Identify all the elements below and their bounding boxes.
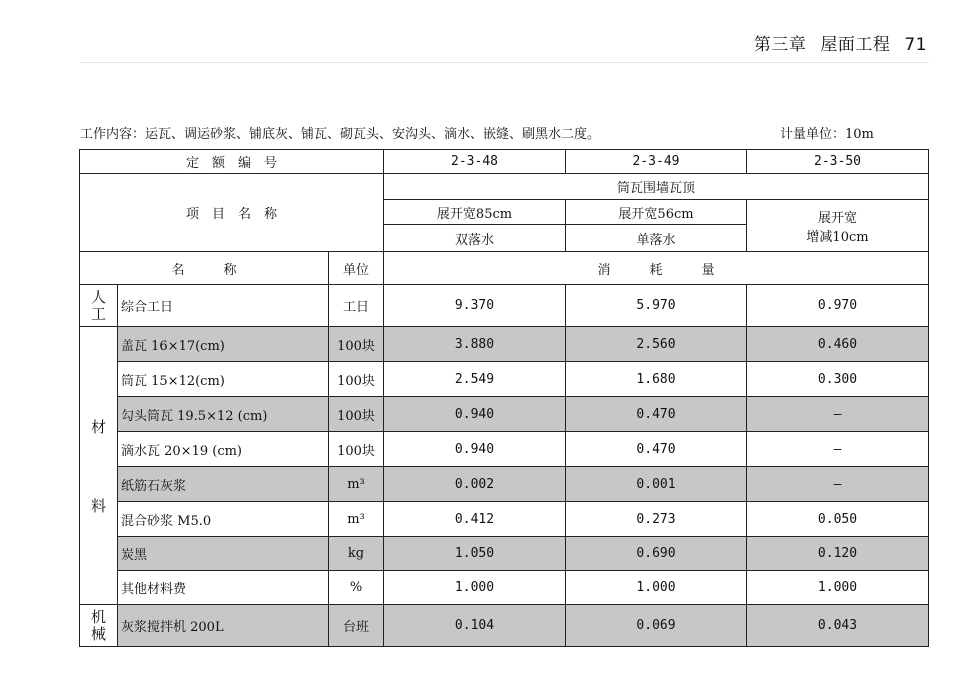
consumption-header: 消 耗 量 [384,252,929,285]
value-cell: 0.001 [566,467,747,502]
item-unit: m³ [329,502,384,537]
value-cell: 1.000 [747,571,929,605]
labor-row [80,285,929,327]
item-name: 筒瓦 15×12(cm) [118,362,329,397]
code-cell: 2-3-48 [384,150,566,174]
sub-drain-cell: 单落水 [566,225,747,252]
item-unit: 台班 [329,605,384,647]
material-row [80,432,929,467]
code-cell: 2-3-49 [566,150,747,174]
name-header: 名 称 [80,252,329,285]
item-name: 综合工日 [118,285,329,327]
value-cell: 0.120 [747,537,929,571]
sub-adjust-line1: 展开宽 [817,210,857,226]
quota-label: 定 额 编 号 [80,150,384,174]
item-name: 纸筋石灰浆 [118,467,329,502]
item-name: 勾头筒瓦 19.5×12 (cm) [118,397,329,432]
item-unit: m³ [329,467,384,502]
page-number: 71 [904,35,927,55]
value-cell: 0.470 [566,397,747,432]
value-cell: 0.970 [747,285,929,327]
sub-width-cell: 展开宽85cm [384,200,566,225]
material-row [80,327,929,362]
item-unit: % [329,571,384,605]
section-title: 屋面工程 [820,35,891,55]
item-unit: 工日 [329,285,384,327]
machine-row [80,605,929,647]
sub-adjust-line2: 增减10cm [806,229,869,245]
value-cell: 0.470 [566,432,747,467]
item-name: 混合砂浆 M5.0 [118,502,329,537]
value-cell: 0.300 [747,362,929,397]
sub-adjust-cell [747,200,929,252]
value-cell: 0.002 [384,467,566,502]
unit-note: 计量单位：10m [780,127,874,142]
item-name: 盖瓦 16×17(cm) [118,327,329,362]
value-cell: 0.940 [384,432,566,467]
item-unit: kg [329,537,384,571]
value-cell: 5.970 [566,285,747,327]
value-cell: 0.050 [747,502,929,537]
value-cell: 0.069 [566,605,747,647]
item-name: 滴水瓦 20×19 (cm) [118,432,329,467]
material-row [80,537,929,571]
item-name: 灰浆搅拌机 200L [118,605,329,647]
group-title: 筒瓦围墙瓦顶 [384,174,929,200]
value-cell: 9.370 [384,285,566,327]
material-row [80,362,929,397]
item-name: 其他材料费 [118,571,329,605]
category-material: 材 料 [80,327,118,605]
value-cell: — [747,397,929,432]
material-row [80,397,929,432]
value-cell: 0.690 [566,537,747,571]
group-row [80,174,929,200]
item-unit: 100块 [329,362,384,397]
sub-drain-cell: 双落水 [384,225,566,252]
material-row [80,502,929,537]
item-label: 项 目 名 称 [80,174,384,252]
value-cell: 3.880 [384,327,566,362]
chapter-title: 第三章 [753,35,807,55]
header-rule [80,62,929,63]
value-cell: 2.560 [566,327,747,362]
quota-code-row [80,150,929,174]
item-unit: 100块 [329,397,384,432]
value-cell: — [747,467,929,502]
quota-table [79,149,929,647]
category-machine: 机 械 [80,605,118,647]
page-header [754,30,927,55]
sub-width-cell: 展开宽56cm [566,200,747,225]
item-unit: 100块 [329,327,384,362]
item-name: 炭黑 [118,537,329,571]
value-cell: 1.000 [384,571,566,605]
value-cell: 0.412 [384,502,566,537]
value-cell: — [747,432,929,467]
column-header-row [80,252,929,285]
value-cell: 1.050 [384,537,566,571]
value-cell: 1.000 [566,571,747,605]
material-row [80,571,929,605]
work-content: 工作内容：运瓦、调运砂浆、铺底灰、铺瓦、砌瓦头、安沟头、滴水、嵌缝、刷黑水二度。 [80,127,601,142]
value-cell: 1.680 [566,362,747,397]
value-cell: 0.460 [747,327,929,362]
work-content-line [80,123,874,142]
code-cell: 2-3-50 [747,150,929,174]
value-cell: 2.549 [384,362,566,397]
value-cell: 0.273 [566,502,747,537]
item-unit: 100块 [329,432,384,467]
value-cell: 0.043 [747,605,929,647]
value-cell: 0.940 [384,397,566,432]
unit-header: 单位 [329,252,384,285]
material-row [80,467,929,502]
value-cell: 0.104 [384,605,566,647]
category-labor: 人 工 [80,285,118,327]
